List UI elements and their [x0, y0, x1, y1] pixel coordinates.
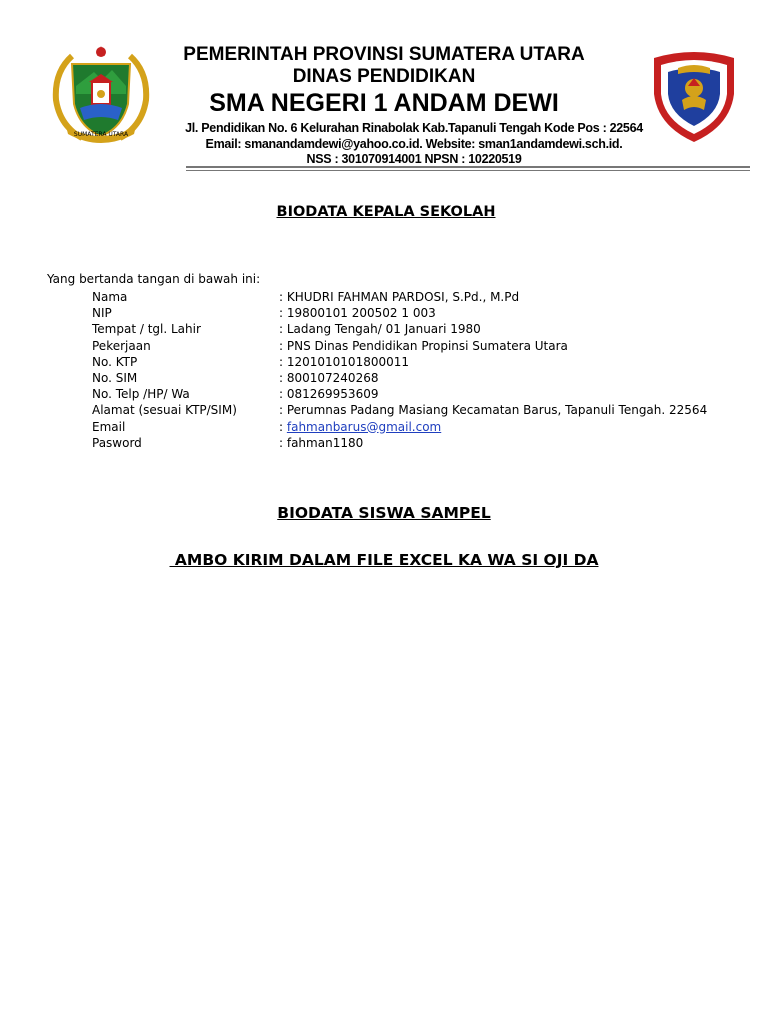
email-link[interactable]: fahmanbarus@gmail.com	[286, 419, 442, 434]
field-label: Nama	[92, 290, 128, 304]
field-value: : Ladang Tengah/ 01 Januari 1980	[279, 322, 481, 337]
field-label: No. KTP	[92, 354, 138, 369]
school-ids: NSS : 301070914001 NPSN : 10220519	[306, 152, 522, 166]
excel-note: AMBO KIRIM DALAM FILE EXCEL KA WA SI OJI DA	[169, 551, 599, 569]
biodata-row-job	[0, 339, 768, 355]
field-value: : 1201010101800011	[279, 354, 410, 369]
student-biodata-title: BIODATA SISWA SAMPEL	[277, 504, 491, 522]
biodata-row-nama	[0, 290, 768, 306]
school-contact: Email: smanandamdewi@yahoo.co.id. Website: sman1andamdewi.sch.id.	[205, 137, 623, 151]
field-label: Pasword	[92, 435, 142, 450]
letterhead-divider-thin	[186, 170, 750, 171]
field-value: : PNS Dinas Pendidikan Propinsi Sumatera Utara	[279, 338, 568, 353]
biodata-row-email	[0, 420, 768, 436]
biodata-list	[0, 290, 768, 452]
field-label: No. SIM	[92, 370, 138, 385]
biodata-row-birth	[0, 322, 768, 338]
biodata-row-nip	[0, 306, 768, 322]
province-heading: PEMERINTAH PROVINSI SUMATERA UTARA	[183, 44, 585, 65]
letterhead-divider	[186, 166, 750, 168]
biodata-row-phone	[0, 387, 768, 403]
field-value: : Perumnas Padang Masiang Kecamatan Barus, Tapanuli Tengah. 22564	[279, 403, 708, 418]
biodata-row-sim	[0, 371, 768, 387]
field-value: : KHUDRI FAHMAN PARDOSI, S.Pd., M.Pd	[279, 290, 520, 304]
department-heading: DINAS PENDIDIKAN	[292, 66, 476, 87]
field-label: Email	[92, 419, 126, 434]
biodata-row-password	[0, 436, 768, 452]
field-value	[279, 420, 441, 434]
biodata-row-ktp	[0, 355, 768, 371]
intro-text: Yang bertanda tangan di bawah ini:	[47, 272, 261, 286]
field-value: : 19800101 200502 1 003	[279, 306, 436, 321]
emblem-text: SUMATERA UTARA	[73, 131, 129, 138]
field-label: Alamat (sesuai KTP/SIM)	[92, 403, 237, 418]
field-value: : fahman1180	[279, 435, 364, 450]
school-name-heading: SMA NEGERI 1 ANDAM DEWI	[209, 89, 559, 117]
field-value: : 081269953609	[279, 387, 379, 402]
email-colon: :	[279, 419, 287, 434]
biodata-row-address	[0, 403, 768, 419]
principal-biodata-title: BIODATA KEPALA SEKOLAH	[276, 204, 496, 220]
field-label: Pekerjaan	[92, 338, 151, 353]
field-value: : 800107240268	[279, 370, 379, 385]
field-label: Tempat / tgl. Lahir	[92, 322, 201, 337]
field-label: NIP	[92, 306, 112, 321]
school-address: Jl. Pendidikan No. 6 Kelurahan Rinabolak Kab.Tapanuli Tengah Kode Pos : 22564	[185, 121, 643, 135]
field-label: No. Telp /HP/ Wa	[92, 387, 190, 402]
